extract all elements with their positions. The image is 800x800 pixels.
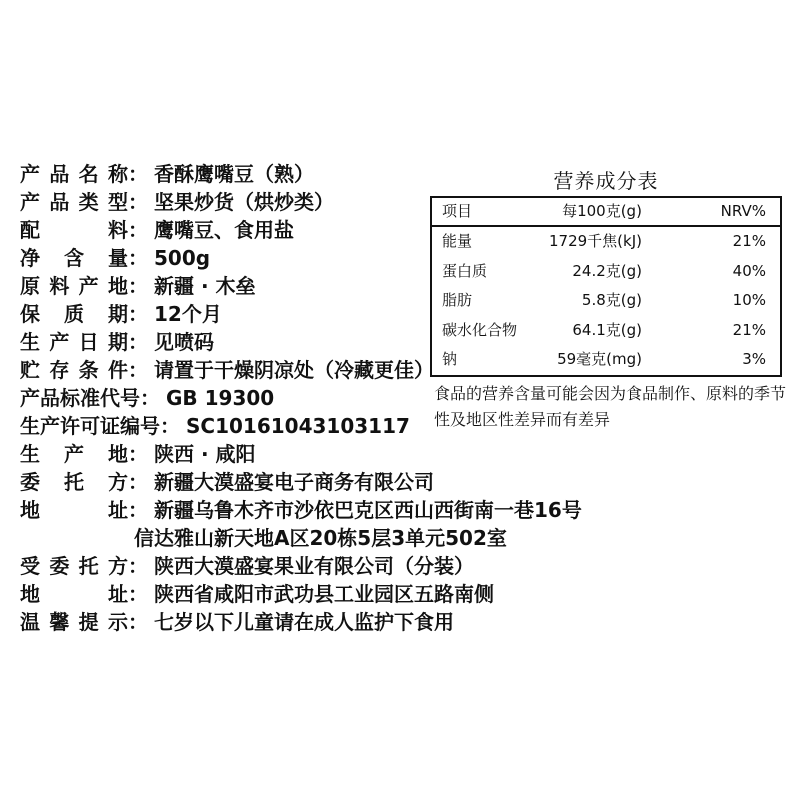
info-row-net-content bbox=[20, 244, 210, 272]
info-label: 保质期 bbox=[20, 302, 128, 326]
info-label: 产品名称 bbox=[20, 162, 128, 186]
nutrient-nrv: 21% bbox=[732, 232, 766, 250]
info-label: 生产日期 bbox=[20, 330, 128, 354]
nutrient-name: 钠 bbox=[442, 350, 458, 369]
colon: ： bbox=[128, 470, 148, 494]
nutrition-row-carbohydrate bbox=[432, 316, 780, 346]
info-row-warm-tip bbox=[20, 608, 454, 636]
header-item: 项目 bbox=[442, 202, 473, 220]
info-row-standard-code bbox=[20, 384, 274, 412]
info-value: 新疆大漠盛宴电子商务有限公司 bbox=[154, 470, 434, 494]
nutrition-facts-panel bbox=[430, 168, 787, 433]
info-row-contractor bbox=[20, 552, 474, 580]
info-label: 地址 bbox=[20, 582, 128, 606]
nutrition-title: 营养成分表 bbox=[553, 169, 659, 193]
info-row-client bbox=[20, 468, 434, 496]
nutrient-nrv: 21% bbox=[732, 320, 766, 339]
colon: ： bbox=[128, 554, 148, 578]
colon: ： bbox=[128, 302, 148, 326]
nutrient-name: 碳水化合物 bbox=[442, 320, 518, 339]
info-value: SC10161043103117 bbox=[186, 414, 410, 438]
colon: ： bbox=[128, 274, 148, 298]
info-row-origin bbox=[20, 272, 256, 300]
info-label: 地址 bbox=[20, 498, 128, 522]
colon: ： bbox=[128, 582, 148, 606]
colon: ： bbox=[128, 190, 148, 214]
info-label: 原料产地 bbox=[20, 274, 128, 298]
info-label: 温馨提示 bbox=[20, 610, 128, 634]
nutrient-nrv: 40% bbox=[732, 261, 766, 280]
info-value: 信达雅山新天地A区20栋5层3单元502室 bbox=[134, 526, 507, 550]
info-row-storage bbox=[20, 356, 434, 384]
info-label: 贮存条件 bbox=[20, 358, 128, 382]
colon: ： bbox=[160, 414, 180, 438]
info-value: 鹰嘴豆、食用盐 bbox=[154, 218, 294, 242]
nutrient-nrv: 10% bbox=[732, 291, 766, 310]
header-nrv: NRV% bbox=[720, 202, 766, 220]
colon: ： bbox=[128, 358, 148, 382]
info-label: 生产地 bbox=[20, 442, 128, 466]
info-label: 受委托方 bbox=[20, 554, 128, 578]
info-row-product-name bbox=[20, 160, 314, 188]
nutrient-name: 脂肪 bbox=[442, 291, 473, 310]
colon: ： bbox=[140, 386, 160, 410]
nutrition-row-energy bbox=[432, 227, 780, 257]
nutrition-row-protein bbox=[432, 257, 780, 287]
nutrient-nrv: 3% bbox=[742, 350, 766, 369]
colon: ： bbox=[128, 218, 148, 242]
colon: ： bbox=[128, 498, 148, 522]
colon: ： bbox=[128, 442, 148, 466]
info-value: 12个月 bbox=[154, 302, 222, 326]
info-value: 陕西 · 咸阳 bbox=[154, 442, 256, 466]
info-value: 见喷码 bbox=[154, 330, 214, 354]
info-row-contractor-address bbox=[20, 580, 494, 608]
colon: ： bbox=[128, 610, 148, 634]
colon: ： bbox=[128, 246, 148, 270]
nutrient-amount: 59毫克(mg) bbox=[557, 350, 642, 369]
info-label: 净含量 bbox=[20, 246, 128, 270]
info-value: 香酥鹰嘴豆（熟） bbox=[154, 162, 314, 186]
nutrient-amount: 24.2克(g) bbox=[572, 261, 642, 280]
info-row-client-address-line2 bbox=[134, 524, 507, 552]
info-row-product-type bbox=[20, 188, 334, 216]
info-row-client-address bbox=[20, 496, 582, 524]
info-row-production-place bbox=[20, 440, 256, 468]
info-row-shelf-life bbox=[20, 300, 222, 328]
info-value: 新疆 · 木垒 bbox=[154, 274, 256, 298]
nutrient-amount: 5.8克(g) bbox=[581, 291, 642, 310]
nutrient-name: 蛋白质 bbox=[442, 261, 488, 280]
info-value: 请置于干燥阴凉处（冷藏更佳） bbox=[154, 358, 434, 382]
nutrition-row-fat bbox=[432, 286, 780, 316]
info-value: 500g bbox=[154, 246, 211, 270]
nutrient-amount: 64.1克(g) bbox=[572, 320, 642, 339]
header-per-100g: 每100克(g) bbox=[562, 202, 642, 220]
info-value: 新疆乌鲁木齐市沙依巴克区西山西街南一巷16号 bbox=[154, 498, 582, 522]
info-label: 配料 bbox=[20, 218, 128, 242]
info-value: 陕西大漠盛宴果业有限公司（分装） bbox=[154, 554, 474, 578]
info-value: 陕西省咸阳市武功县工业园区五路南侧 bbox=[154, 582, 494, 606]
info-value: GB 19300 bbox=[166, 386, 275, 410]
colon: ： bbox=[128, 162, 148, 186]
nutrition-row-sodium bbox=[432, 345, 780, 375]
colon: ： bbox=[128, 330, 148, 354]
nutrition-header-row bbox=[432, 198, 780, 227]
info-value: 七岁以下儿童请在成人监护下食用 bbox=[154, 610, 454, 634]
nutrient-name: 能量 bbox=[442, 232, 473, 250]
info-label: 委托方 bbox=[20, 470, 128, 494]
info-label: 生产许可证编号 bbox=[20, 414, 160, 438]
nutrition-table bbox=[430, 196, 782, 377]
info-row-production-date bbox=[20, 328, 214, 356]
nutrient-amount: 1729千焦(kJ) bbox=[549, 232, 642, 250]
info-row-license-number bbox=[20, 412, 410, 440]
info-label: 产品标准代号 bbox=[20, 386, 140, 410]
info-value: 坚果炒货（烘炒类） bbox=[154, 190, 334, 214]
info-label: 产品类型 bbox=[20, 190, 128, 214]
nutrition-note: 食品的营养含量可能会因为食品制作、原料的季节性及地区性差异而有差异 bbox=[434, 383, 787, 429]
info-row-ingredients bbox=[20, 216, 294, 244]
